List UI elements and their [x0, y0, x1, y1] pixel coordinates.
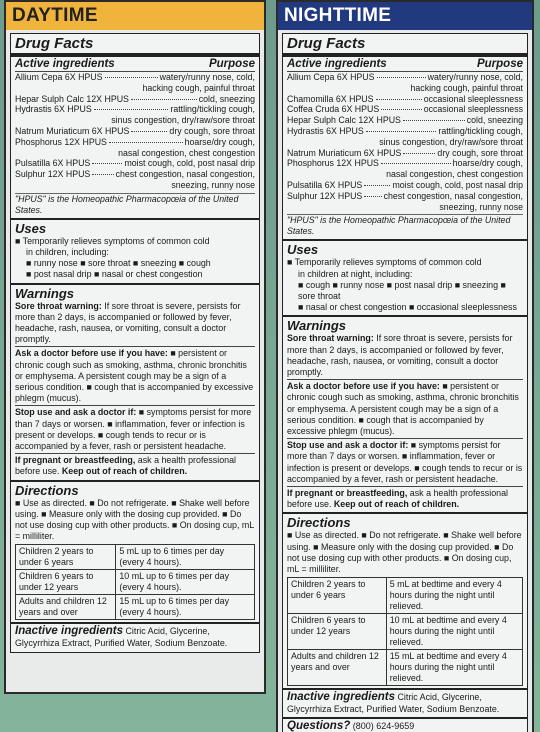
pregnancy-text: ask a health professional before use.: [287, 488, 508, 510]
ask-doctor-warning: [15, 346, 255, 404]
uses-line: in children at night, including:: [298, 268, 413, 279]
uses-line: ■ nasal or chest congestion ■ occasional sleeplessness: [298, 302, 517, 313]
daytime-header: DAYTIME: [6, 2, 264, 30]
dot-leader: [381, 163, 451, 164]
ingredient-row: [15, 94, 255, 105]
ask-doctor-label: Ask a doctor before use if you have:: [15, 348, 168, 359]
table-row: [16, 545, 255, 570]
dosing-table: [15, 544, 255, 620]
active-ingredients-label: Active ingredients: [15, 58, 115, 70]
dot-leader: [377, 77, 426, 78]
dosing-age: Children 6 years to under 12 years: [16, 570, 116, 595]
pregnancy-warning: [287, 486, 523, 510]
ingredient-purpose: rattling/tickling cough,: [170, 104, 255, 115]
table-row: [288, 650, 523, 686]
ingredient-purpose: watery/runny nose, cold,: [427, 72, 523, 82]
sore-throat-label: Sore throat warning:: [287, 333, 374, 344]
table-row: [288, 578, 523, 614]
pregnancy-label: If pregnant or breastfeeding,: [287, 488, 408, 499]
dot-leader: [403, 120, 465, 121]
ingredient-row: [287, 72, 523, 83]
sore-throat-warning: [15, 301, 255, 346]
directions-section: [11, 480, 259, 623]
stop-use-warning: [287, 438, 523, 485]
uses-line: ■ Temporarily relieves symptoms of common cold: [15, 235, 210, 246]
ingredient-purpose: cold, sneezing: [198, 93, 255, 104]
nighttime-drug-facts-box: [282, 33, 528, 732]
ingredient-name: Sulphur 12X HPUS: [15, 169, 91, 180]
ingredient-name: Natrum Muriaticum 6X HPUS: [287, 147, 402, 158]
uses-line: ■ post nasal drip ■ nasal or chest congestion: [26, 269, 203, 280]
ingredient-row: [15, 126, 255, 137]
ingredient-purpose-continued: sneezing, runny nose: [439, 201, 523, 212]
uses-line: in children, including:: [26, 246, 109, 257]
directions-title: Directions: [287, 515, 351, 531]
pregnancy-warning: [15, 453, 255, 477]
ingredient-row: [287, 94, 523, 105]
dosing-age: Adults and children 12 years and over: [16, 595, 116, 620]
dosing-amount: 10 mL at bedtime and every 4 hours during the night until relieved.: [386, 614, 522, 650]
ingredient-name: Chamomilla 6X HPUS: [287, 93, 374, 104]
active-ingredients-section: [11, 55, 259, 218]
dot-leader: [131, 99, 197, 100]
sore-throat-warning: [287, 333, 523, 378]
ingredient-row: [287, 126, 523, 137]
keep-out-of-reach: Keep out of reach of children.: [61, 466, 188, 477]
ingredient-name: Phosphorus 12X HPUS: [287, 158, 379, 169]
directions-title: Directions: [15, 482, 79, 498]
stop-use-warning: [15, 405, 255, 452]
ingredient-row: [15, 104, 255, 115]
dot-leader: [366, 131, 437, 132]
ingredient-purpose: rattling/tickling cough,: [438, 125, 523, 136]
ask-doctor-text: ■ persistent or chronic cough such as smoking, asthma, chronic bronchitis or emphysema. A persistent cough may be a sign of a serious condition. ■ cough that is accompanied by excessive phlegm (mucus).: [15, 348, 254, 404]
warnings-title: Warnings: [287, 318, 346, 334]
hpus-note: "HPUS" is the Homeopathic Pharmacopœia of the United States.: [287, 214, 523, 237]
uses-title: Uses: [287, 242, 319, 258]
ingredient-purpose-continued: sinus congestion, dry/raw/sore throat: [111, 115, 255, 126]
ingredient-name: Allium Cepa 6X HPUS: [287, 72, 375, 82]
ingredient-purpose-continued: hacking cough, painful throat: [410, 82, 523, 93]
active-ingredients-header: [15, 58, 255, 72]
ingredient-list: [15, 72, 255, 191]
inactive-ingredients-label: Inactive ingredients: [287, 691, 396, 704]
questions-phone: (800) 624-9659: [350, 721, 415, 732]
dot-leader: [376, 99, 422, 100]
ingredient-name: Natrum Muriaticum 6X HPUS: [15, 125, 130, 136]
ingredient-purpose: hoarse/dry cough,: [452, 158, 523, 169]
ingredient-purpose-continued: nasal congestion, chest congestion: [386, 169, 523, 180]
uses-section: [283, 239, 527, 315]
table-row: [16, 570, 255, 595]
pregnancy-label: If pregnant or breastfeeding,: [15, 455, 136, 466]
ingredient-purpose-continued: nasal congestion, chest congestion: [118, 147, 255, 158]
ingredient-row: [287, 191, 523, 202]
dot-leader: [131, 131, 167, 132]
dot-leader: [92, 163, 122, 164]
dosing-amount: 10 mL up to 6 times per day (every 4 hours).: [116, 570, 255, 595]
ask-doctor-label: Ask a doctor before use if you have:: [287, 381, 440, 392]
dot-leader: [92, 174, 113, 175]
ask-doctor-text: ■ persistent or chronic cough such as smoking, asthma, chronic bronchitis or emphysema. A persistent cough may be a sign of a serious condition. ■ cough that is accompanied by excessive phlegm (mucus).: [287, 381, 519, 436]
uses-line: ■ Temporarily relieves symptoms of common cold: [287, 257, 482, 268]
questions-section: [283, 717, 527, 732]
ingredient-name: Hydrastis 6X HPUS: [287, 125, 364, 136]
dosing-amount: 15 mL at bedtime and every 4 hours during the night until relieved.: [386, 650, 522, 686]
ingredient-name: Hydrastis 6X HPUS: [15, 104, 92, 115]
daytime-drug-facts-box: [10, 33, 260, 653]
uses-line: ■ runny nose ■ sore throat ■ sneezing ■ cough: [26, 258, 211, 269]
sore-throat-text: If sore throat is severe, persists for more than 2 days, is accompanied or followed by fever, headache, rash, nausea, or vomiting, consult a doctor promptly.: [287, 333, 513, 377]
dosing-amount: 5 mL up to 6 times per day (every 4 hours).: [116, 545, 255, 570]
ingredient-row: [287, 158, 523, 169]
ingredient-row: [15, 137, 255, 148]
warnings-section: [11, 283, 259, 480]
ingredient-row: [287, 180, 523, 191]
inactive-ingredients-text: Citric Acid, Glycerine, Glycyrrhiza Extract, Purified Water, Sodium Benzoate.: [287, 692, 500, 715]
ingredient-purpose-continued: sneezing, runny nose: [171, 179, 255, 190]
active-ingredients-header: [287, 58, 523, 72]
dot-leader: [109, 142, 183, 143]
inactive-ingredients-section: [11, 622, 259, 651]
ingredient-purpose: watery/runny nose, cold,: [159, 72, 255, 82]
ingredient-purpose: dry cough, sore throat: [437, 147, 523, 158]
ingredient-purpose: chest congestion, nasal congestion,: [115, 169, 255, 180]
questions-label: Questions?: [287, 720, 351, 732]
directions-text: ■ Use as directed. ■ Do not refrigerate. ■ Shake well before using. ■ Measure only with the dosing cup provided. ■ Do not use dosing cup with other products. ■ On dosing cup, mL = milliliter.: [287, 530, 522, 575]
drug-facts-title: Drug Facts: [11, 34, 259, 55]
dosing-age: Children 2 years to under 6 years: [16, 545, 116, 570]
ingredient-purpose: chest congestion, nasal congestion,: [383, 190, 523, 201]
dosing-amount: 5 mL at bedtime and every 4 hours during the night until relieved.: [386, 578, 522, 614]
warnings-title: Warnings: [15, 285, 74, 301]
ingredient-row: [15, 158, 255, 169]
sore-throat-label: Sore throat warning:: [15, 300, 102, 311]
uses-section: [11, 218, 259, 283]
ingredient-purpose: hoarse/dry cough,: [184, 136, 255, 147]
ingredient-name: Allium Cepa 6X HPUS: [15, 72, 103, 82]
stop-use-label: Stop use and ask a doctor if:: [287, 440, 409, 451]
nighttime-panel: [276, 0, 534, 732]
ingredient-name: Phosphorus 12X HPUS: [15, 136, 107, 147]
stop-use-text: ■ symptoms persist for more than 7 days or worsen. ■ inflammation, fever or infection is present or develops. ■ cough tends to recur or is accompanied by a fever, rash or persistent headache.: [15, 407, 252, 452]
table-row: [288, 614, 523, 650]
ingredient-list: [287, 72, 523, 212]
sore-throat-text: If sore throat is severe, persists for more than 2 days, is accompanied or followed by fever, headache, rash, nausea, or vomiting, consult a doctor promptly.: [15, 300, 241, 345]
ingredient-name: Pulsatilla 6X HPUS: [15, 158, 91, 169]
purpose-label: Purpose: [208, 58, 255, 70]
ingredient-purpose: dry cough, sore throat: [169, 125, 255, 136]
ingredient-name: Hepar Sulph Calc 12X HPUS: [287, 115, 401, 126]
drug-facts-title: Drug Facts: [283, 34, 527, 55]
ingredient-purpose: occasional sleeplessness: [423, 104, 523, 115]
ingredient-name: Sulphur 12X HPUS: [287, 190, 363, 201]
purpose-label: Purpose: [476, 58, 523, 70]
dot-leader: [364, 185, 390, 186]
dot-leader: [403, 153, 435, 154]
active-ingredients-label: Active ingredients: [287, 58, 387, 70]
ingredient-row: [287, 148, 523, 159]
keep-out-of-reach: Keep out of reach of children.: [333, 499, 460, 510]
active-ingredients-section: [283, 55, 527, 239]
hpus-note: "HPUS" is the Homeopathic Pharmacopœia of the United States.: [15, 193, 255, 216]
nighttime-header: NIGHTTIME: [278, 2, 532, 30]
dosing-amount: 15 mL up to 6 times per day (every 4 hours).: [116, 595, 255, 620]
table-row: [16, 595, 255, 620]
inactive-ingredients-text: Citric Acid, Glycerine, Glycyrrhiza Extract, Purified Water, Sodium Benzoate.: [15, 626, 228, 649]
ingredient-purpose: cold, sneezing: [466, 115, 523, 126]
ingredient-row: [287, 104, 523, 115]
directions-text: ■ Use as directed. ■ Do not refrigerate. ■ Shake well before using. ■ Measure only with the dosing cup provided. ■ Do not use dosing cup with other products. ■ On dosing cup, mL = milliliter.: [15, 497, 254, 542]
ingredient-name: Pulsatilla 6X HPUS: [287, 179, 363, 190]
dosing-age: Children 6 years to under 12 years: [288, 614, 387, 650]
inactive-ingredients-section: [283, 688, 527, 717]
ask-doctor-warning: [287, 379, 523, 437]
ingredient-row: [15, 169, 255, 180]
dot-leader: [94, 109, 169, 110]
dosing-age: Adults and children 12 years and over: [288, 650, 387, 686]
dot-leader: [364, 196, 381, 197]
pregnancy-text: ask a health professional before use.: [15, 455, 236, 477]
stop-use-text: ■ symptoms persist for more than 7 days or worsen. ■ inflammation, fever or infection is present or develops. ■ cough tends to recur or is accompanied by a fever, rash or persistent headache.: [287, 440, 523, 484]
ingredient-name: Coffea Cruda 6X HPUS: [287, 104, 380, 115]
dot-leader: [381, 109, 421, 110]
ingredient-purpose: moist cough, cold, post nasal drip: [124, 158, 255, 169]
ingredient-purpose: moist cough, cold, post nasal drip: [392, 179, 523, 190]
ingredient-row: [15, 72, 255, 83]
ingredient-purpose-continued: sinus congestion, dry/raw/sore throat: [379, 136, 523, 147]
stop-use-label: Stop use and ask a doctor if:: [15, 407, 137, 418]
warnings-section: [283, 315, 527, 512]
directions-section: [283, 512, 527, 688]
dosing-table: [287, 577, 523, 686]
ingredient-purpose: occasional sleeplessness: [423, 93, 523, 104]
ingredient-row: [287, 115, 523, 126]
dosing-age: Children 2 years to under 6 years: [288, 578, 387, 614]
dot-leader: [105, 77, 158, 78]
ingredient-purpose-continued: hacking cough, painful throat: [142, 82, 255, 93]
daytime-panel: [4, 0, 266, 694]
uses-title: Uses: [15, 220, 47, 236]
ingredient-name: Hepar Sulph Calc 12X HPUS: [15, 93, 129, 104]
uses-line: ■ cough ■ runny nose ■ post nasal drip ■ sneezing ■ sore throat: [298, 279, 506, 301]
inactive-ingredients-label: Inactive ingredients: [15, 625, 124, 638]
